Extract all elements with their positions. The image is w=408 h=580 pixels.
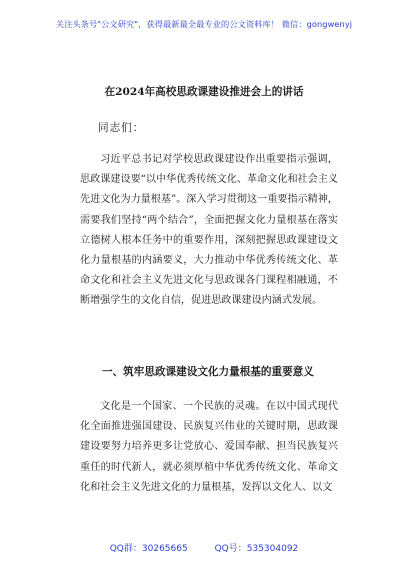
salutation: 同志们： bbox=[98, 122, 145, 134]
document-title: 在2024年高校思政课建设推进会上的讲话 bbox=[104, 86, 304, 98]
footer-contact bbox=[0, 541, 408, 554]
footer-qq-group: QQ群：30265665 bbox=[109, 544, 188, 554]
section-paragraph: 文化是一个国家、一个民族的灵魂。在以中国式现代化全面推进强国建设、民族复兴伟业的关键时期，思政课建设要努力培养更多让党放心、爱国奉献、担当民族复兴重任的时代新人，就必须厚植中华优秀传统文化、革命文化和社会主义先进文化的力量根基，发挥以文化人、以文 bbox=[80, 401, 338, 493]
footer-qq-number: QQ号：535304092 bbox=[214, 544, 299, 554]
intro-paragraph: 习近平总书记对学校思政课建设作出重要指示强调，思政课建设要“以中华优秀传统文化、革命文化和社会主义先进文化为力量根基”。深入学习贯彻这一重要指示精神，需要我们坚持“两个结合”，全面把握文化力量根基在落实立德树人根本任务中的重要作用，深刻把握思政课建设文化力量根基的内涵要义，大力推动中华优秀传统文化、革命文化和社会主义先进文化与思政课各门课程相融通，不断增强学生的文化自信，促进思政课建设内涵式发展。 bbox=[80, 154, 338, 307]
section-heading: 一、筑牢思政课建设文化力量根基的重要意义 bbox=[102, 366, 314, 378]
header-promo-note: 关注头条号"公文研究"，获得最新最全最专业的公文资料库！ 微信：gongwenyj bbox=[55, 19, 353, 29]
